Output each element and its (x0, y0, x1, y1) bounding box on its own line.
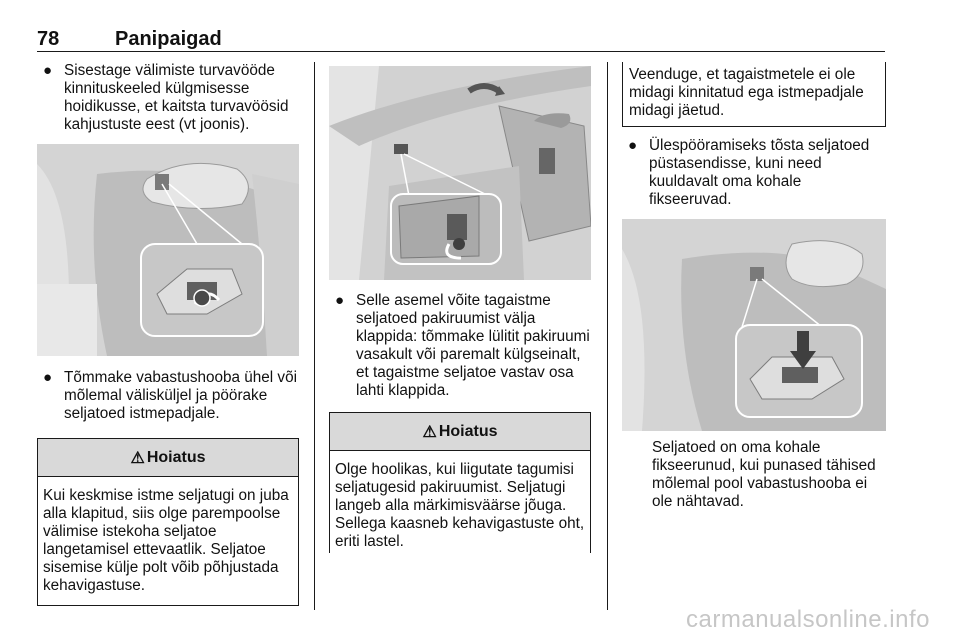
backrest-latch-figure (622, 219, 886, 431)
column-3 (622, 62, 886, 511)
bullet-icon: ● (628, 137, 638, 154)
warning-box (37, 438, 299, 606)
paragraph-text: Seljatoed on oma kohale fikseerunud, kui punased tähised mõlemal pool vabastushooba ei ole nähtavad. (652, 439, 876, 510)
list-item-text: Selle asemel võite tagaistme seljatoed pakiruumist välja klappida: tõmmake lülitit pakiruumi vasakult või paremalt külgseinalt, et tagaistme seljatoe vastav osa lahti klappida. (356, 292, 590, 399)
list-item (37, 369, 299, 423)
cargo-release-figure (329, 66, 591, 280)
warning-text: Olge hoolikas, kui liigutate tagumisi seljatugesid pakiruumist. Seljatugi langeb alla märkimisväärse jõuga. Sellega kaasneb kehavigastuste oht, eriti lastel. (335, 461, 585, 550)
list-item (622, 137, 886, 209)
list-item-text: Sisestage välimiste turvavööde kinnituskeeled külgmisesse hoidikusse, et kaitsta turvavöösid kahjustuste eest (vt joonis). (64, 62, 289, 133)
page-title: Panipaigad (115, 28, 222, 50)
page-header (37, 22, 885, 52)
list-item-text: Ülespööramiseks tõsta seljatoed püstasendisse, kuni need kuuldavalt oma kohale fikseeruvad. (649, 137, 870, 208)
list-item (37, 62, 299, 134)
warning-triangle-icon: ⚠ (422, 423, 437, 441)
warning-header (330, 413, 590, 451)
backrest-latch-illustration (622, 219, 886, 431)
warning-header (38, 439, 298, 477)
page-number: 78 (37, 28, 60, 50)
warning-text: Kui keskmise istme seljatugi on juba alla klapitud, siis olge parempoolse välimise istekoha seljatoe langetamisel ettevaatlik. Seljatoe sisemise külje polt võib põhjustada kehavigastuse. (43, 487, 289, 594)
list-item (329, 292, 591, 400)
warning-title: Hoiatus (438, 422, 498, 440)
list-item-text: Tõmmake vabastushooba ühel või mõlemal välisküljel ja pöörake seljatoed istmepadjale. (64, 369, 297, 422)
bullet-icon: ● (43, 369, 53, 386)
seatbelt-holder-figure (37, 144, 299, 356)
column-1 (37, 62, 299, 606)
seatbelt-holder-illustration (37, 144, 299, 356)
note-box: Veenduge, et tagaistmetele ei ole midagi kinnitatud ega istmepadjale midagi jäetud. (622, 62, 886, 127)
bullet-icon: ● (43, 62, 53, 79)
warning-triangle-icon: ⚠ (130, 449, 145, 467)
column-divider (607, 62, 608, 610)
column-2 (329, 62, 591, 553)
warning-title: Hoiatus (146, 448, 206, 466)
watermark: carmanualsonline.info (686, 606, 930, 633)
cargo-release-illustration (329, 66, 591, 280)
warning-box (329, 412, 591, 553)
bullet-icon: ● (335, 292, 345, 309)
column-divider (314, 62, 315, 610)
